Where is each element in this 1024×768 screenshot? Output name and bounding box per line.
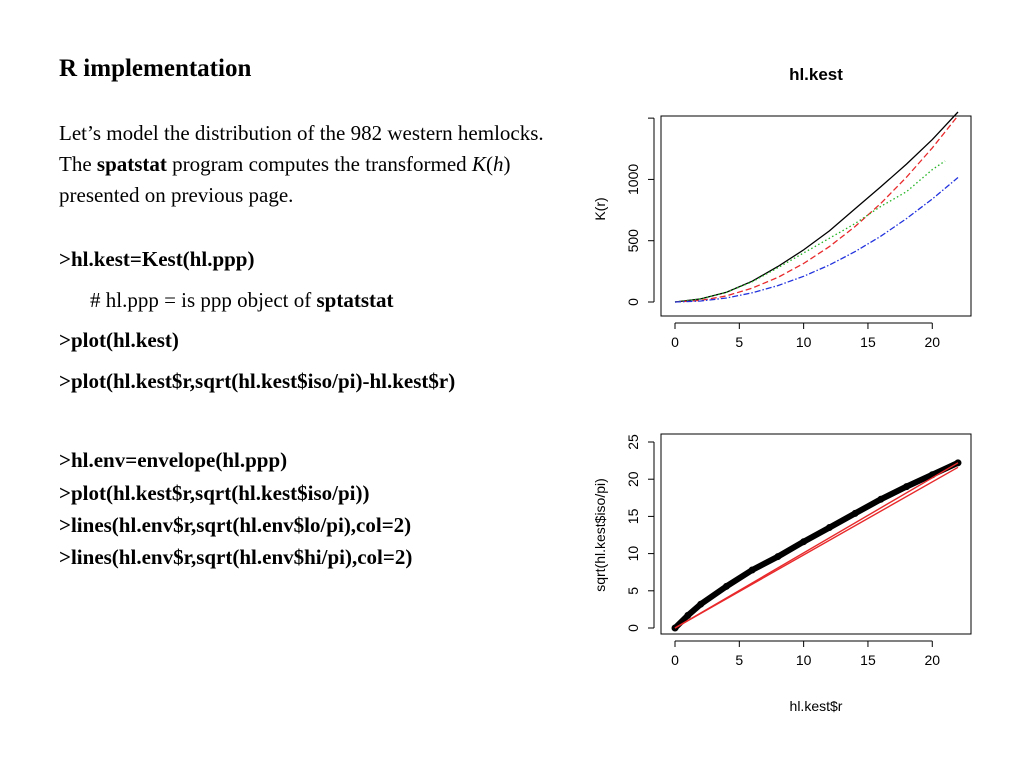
sqrt-y-tick-label: 5 [625, 586, 641, 595]
code-line-plot-iso: >plot(hl.kest$r,sqrt(hl.kest$iso/pi)) [59, 481, 370, 505]
sqrt-x-tick-label: 0 [671, 652, 679, 668]
sqrt-x-label: hl.kest$r [789, 698, 843, 714]
kest-chart-title: hl.kest [789, 65, 843, 84]
kest-y-tick-label: 1000 [625, 163, 641, 195]
comment-bold: sptatstat [316, 288, 394, 312]
kest-series [675, 112, 958, 302]
code-line-plot-sqrt: >plot(hl.kest$r,sqrt(hl.kest$iso/pi)-hl.kest$r) [59, 369, 456, 393]
sqrt-y-tick-label: 25 [625, 434, 641, 450]
comment-text: # hl.ppp = is ppp object of [90, 288, 317, 312]
sqrt-x-tick-label: 15 [860, 652, 876, 668]
sqrt-x-tick-label: 5 [735, 652, 744, 668]
code-line-lines-hi: >lines(hl.env$r,sqrt(hl.env$hi/pi),col=2) [59, 545, 413, 569]
slide-title: R implementation [59, 55, 252, 82]
sqrt-series [672, 460, 961, 631]
code-line-envelope: >hl.env=envelope(hl.ppp) [59, 448, 288, 472]
kest-series-line-1 [675, 116, 958, 302]
kest-x-axis [671, 323, 940, 350]
sqrt-chart [592, 434, 971, 714]
code-line-kest: >hl.kest=Kest(hl.ppp) [59, 247, 255, 271]
kest-y-tick-label: 0 [625, 298, 641, 306]
sqrt-y-axis [625, 434, 654, 632]
intro-text-1: Let’s model the distribution of the 982 western hemlocks. The [59, 121, 544, 176]
kest-x-tick-label: 10 [795, 334, 812, 350]
kest-y-label: K(r) [592, 197, 608, 221]
kest-chart [592, 65, 971, 350]
sqrt-envelope-line-2 [675, 463, 958, 628]
kest-plot-box [661, 116, 971, 316]
kest-x-tick-label: 20 [924, 334, 941, 350]
intro-spatstat: spatstat [96, 152, 167, 176]
intro-paren-open: ( [485, 152, 493, 176]
kest-y-axis [625, 118, 654, 306]
intro-k: K [471, 152, 486, 176]
intro-text-3: ) presented on previous page. [59, 152, 511, 207]
intro-h: h [492, 152, 504, 176]
kest-x-tick-label: 5 [735, 334, 744, 350]
sqrt-y-tick-label: 20 [625, 471, 641, 487]
sqrt-x-tick-label: 20 [924, 652, 941, 668]
code-line-lines-lo: >lines(hl.env$r,sqrt(hl.env$lo/pi),col=2) [59, 513, 412, 537]
sqrt-x-tick-label: 10 [795, 652, 812, 668]
kest-y-tick-label: 500 [625, 229, 641, 253]
kest-series-line-2 [675, 161, 945, 302]
sqrt-y-tick-label: 0 [625, 624, 641, 632]
sqrt-x-axis [671, 641, 940, 668]
sqrt-y-tick-label: 15 [625, 508, 641, 525]
sqrt-y-tick-label: 10 [625, 545, 641, 562]
code-line-plot: >plot(hl.kest) [59, 328, 179, 352]
sqrt-y-label: sqrt(hl.kest$iso/pi) [592, 478, 608, 592]
kest-x-tick-label: 15 [860, 334, 876, 350]
kest-series-line-0 [675, 112, 958, 302]
intro-text-2: program computes the transformed [166, 152, 472, 176]
kest-x-tick-label: 0 [671, 334, 679, 350]
